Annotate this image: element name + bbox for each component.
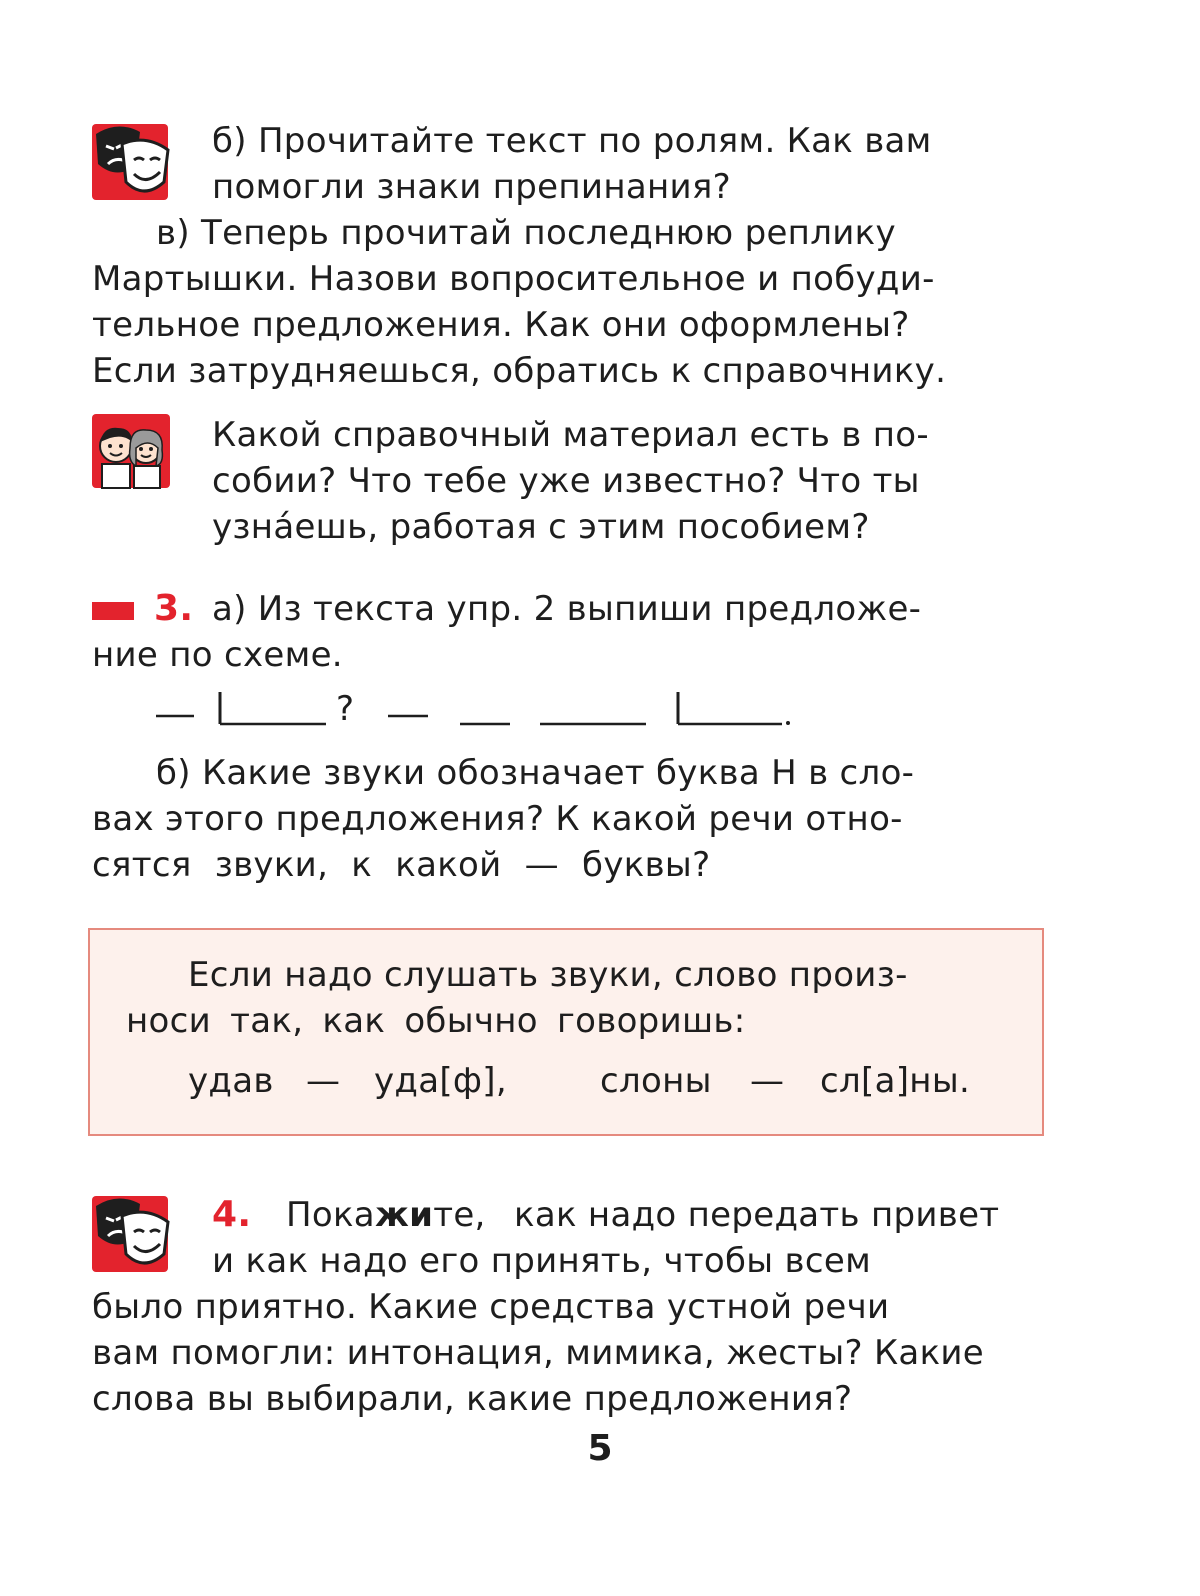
ex4-line5: слова вы выбирали, какие предложения? [92, 1379, 853, 1419]
ex4-line4: вам помогли: интонация, мимика, жесты? Какие [92, 1333, 985, 1373]
ex2-v-line3: тельное предложения. Как они оформлены? [92, 305, 910, 345]
ex2-v-line4: Если затрудняешься, обратись к справочнику. [92, 351, 947, 391]
ex3-b-line2: вах этого предложения? К какой речи отно- [92, 799, 903, 839]
question-line3: узна́ешь, работая с этим пособием? [212, 507, 870, 547]
rule-box [88, 928, 1044, 1136]
theatre-masks-icon [88, 1192, 172, 1274]
ex2-b-line1: б) Прочитайте текст по ролям. Как вам [212, 121, 932, 161]
example2-sound: сл[а]ны. [820, 1061, 971, 1101]
example1-word: удав [188, 1061, 274, 1101]
page-number: 5 [587, 1428, 613, 1469]
ex3-a-line2: ние по схеме. [92, 635, 343, 675]
children-icon [90, 412, 172, 490]
question-line1: Какой справочный материал есть в по- [212, 415, 929, 455]
rule-line2: носи так, как обычно говоришь: [126, 1001, 746, 1041]
scheme-question-mark: ? [336, 689, 355, 729]
rule-line1: Если надо слушать звуки, слово произ- [188, 955, 908, 995]
theatre-masks-icon [88, 120, 172, 202]
example1-dash: — [306, 1061, 341, 1101]
sentence-scheme [150, 686, 800, 732]
ex2-v-line2: Мартышки. Назови вопросительное и побуди- [92, 259, 935, 299]
ex2-b-line2: помогли знаки препинания? [212, 167, 732, 207]
ex4-first-word [286, 1192, 486, 1238]
ex4-word-post: те, [433, 1195, 486, 1235]
ex3-b-line3: сятся звуки, к какой — буквы? [92, 845, 711, 885]
example1-sound: уда[ф], [374, 1061, 507, 1101]
ex3-a-line1: а) Из текста упр. 2 выпиши предложе- [212, 589, 922, 629]
ex4-word-pre: Пока [286, 1195, 375, 1235]
example2-word: слоны [600, 1061, 712, 1101]
ex4-line1-rest: как надо передать привет [514, 1195, 1000, 1235]
ex2-v-line1: в) Теперь прочитай последнюю реплику [156, 213, 896, 253]
ex4-line2: и как надо его принять, чтобы всем [212, 1241, 872, 1281]
exercise-3-number: 3. [154, 588, 194, 629]
exercise-marker [92, 602, 134, 620]
example2-dash: — [750, 1061, 785, 1101]
exercise-4-number: 4. [212, 1194, 252, 1235]
question-line2: собии? Что тебе уже известно? Что ты [212, 461, 920, 501]
ex4-word-bold: жи [374, 1195, 434, 1235]
ex4-line3: было приятно. Какие средства устной речи [92, 1287, 890, 1327]
ex3-b-line1: б) Какие звуки обозначает буква Н в сло- [156, 753, 915, 793]
